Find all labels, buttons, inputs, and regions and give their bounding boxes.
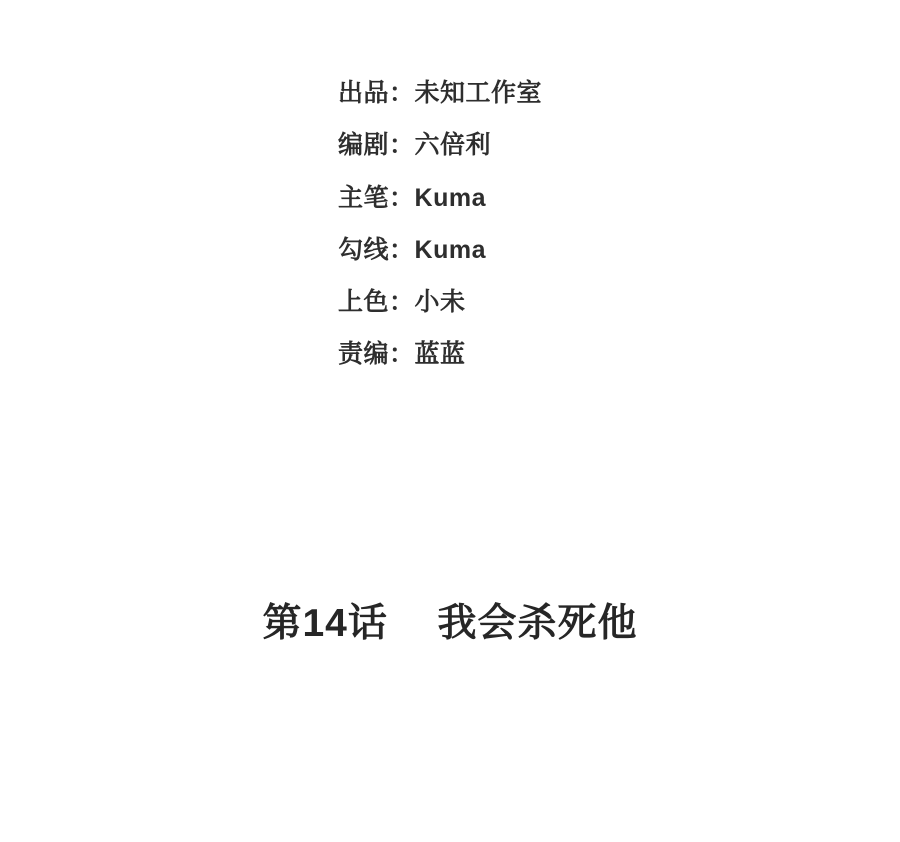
credit-separator: ： — [389, 183, 415, 212]
credit-separator: ： — [389, 131, 415, 160]
credit-role: 主笔 — [338, 183, 390, 212]
credit-name: 未知工作室 — [414, 79, 543, 107]
credit-row — [338, 183, 798, 214]
chapter-name: 我会杀死他 — [437, 602, 638, 645]
credit-name: Kuma — [414, 235, 486, 264]
credit-row — [338, 287, 798, 318]
chapter-title — [0, 592, 900, 648]
credit-row — [338, 339, 798, 370]
credit-name: 蓝蓝 — [414, 340, 466, 369]
credit-separator: ： — [389, 79, 415, 107]
credit-separator: ： — [389, 235, 415, 264]
credit-role: 出品 — [338, 79, 390, 107]
credit-separator: ： — [389, 288, 415, 316]
credit-row — [338, 235, 798, 266]
credits-list — [338, 78, 798, 392]
credit-separator: ： — [389, 340, 415, 369]
credit-name: 小未 — [414, 288, 466, 316]
credit-name: 六倍利 — [414, 131, 492, 160]
chapter-number: 第14话 — [262, 602, 388, 645]
credit-role: 勾线 — [338, 235, 390, 264]
credit-role: 责编 — [338, 340, 390, 369]
credit-row — [338, 130, 798, 161]
credit-row — [338, 78, 798, 109]
credit-role: 上色 — [338, 288, 390, 316]
credit-name: Kuma — [414, 183, 486, 212]
credit-role: 编剧 — [338, 131, 390, 160]
